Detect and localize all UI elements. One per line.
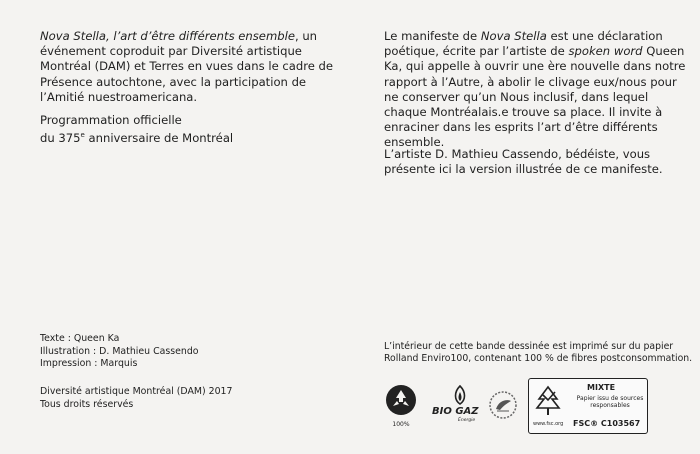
- credit-illustration: Illustration : D. Mathieu Cassendo: [40, 345, 199, 357]
- rights-block: [40, 386, 320, 411]
- ecology-seal-icon: [488, 390, 518, 420]
- rights-line2: Tous droits réservés: [40, 398, 134, 410]
- credit-impression: Impression : Marquis: [40, 358, 138, 370]
- manifeste-part3: Queen Ka, qui appelle à ouvrir une ère nouvelle dans notre rapport à l’Autre, à abolir le clivage eux/nous pour ne conserver qu’un Nous inclusif, dans lequel chaque Montréalais.e trouve sa place. Il invite à enraciner dans les esprits l’art d’être différents ensemble.: [384, 44, 686, 150]
- manifeste-part2: est une déclaration poétique, écrite par l’artiste de: [384, 29, 663, 59]
- manifeste-italic2: spoken word: [568, 44, 643, 59]
- event-title: Nova Stella, l’art d’être différents ensemble: [40, 29, 295, 43]
- intro-paragraph: [40, 29, 340, 105]
- certification-logos: [384, 378, 664, 438]
- biogaz-sub: Énergie: [458, 418, 476, 422]
- biogaz-label: BIO GAZ: [432, 406, 479, 417]
- fsc-label: [528, 378, 648, 434]
- fsc-mixte: MIXTE: [587, 383, 616, 392]
- rights-line1: Diversité artistique Montréal (DAM) 2017: [40, 386, 233, 397]
- recycle-label: 100%: [392, 421, 410, 428]
- credits-block: [40, 333, 320, 371]
- programmation-line2-post: anniversaire de Montréal: [84, 131, 234, 146]
- programmation-line2-pre: du 375: [40, 131, 81, 146]
- credit-texte: Texte : Queen Ka: [40, 333, 120, 344]
- fsc-papier: Papier issu de sources responsables: [576, 395, 644, 409]
- recycle-icon: [384, 384, 418, 428]
- biogaz-icon: [428, 384, 486, 422]
- programmation-line2: [40, 128, 340, 146]
- fsc-web: www.fsc.org: [533, 421, 564, 427]
- fsc-code: FSC® C103567: [573, 419, 641, 428]
- manifeste-paragraph: [384, 29, 694, 151]
- programmation-sup: e: [80, 131, 85, 140]
- fsc-tree-icon: [533, 385, 563, 417]
- paper-note: L’intérieur de cette bande dessinée est imprimé sur du papier Rolland Enviro100, contenant 100 % de fibres postconsommation.: [384, 341, 693, 365]
- artist-text: L’artiste D. Mathieu Cassendo, bédéiste, vous présente ici la version illustrée de ce manifeste.: [384, 147, 663, 177]
- manifeste-italic1: Nova Stella: [480, 29, 547, 43]
- artist-paragraph: [384, 147, 684, 177]
- programmation-line1: Programmation officielle: [40, 113, 182, 127]
- intro-text: , un événement coproduit par Diversité artistique Montréal (DAM) et Terres en vues dans le cadre de Présence autochtone, avec la participation de l’Amitié nuestroamericana.: [40, 29, 334, 104]
- manifeste-part1: Le manifeste de: [384, 29, 481, 43]
- programmation-block: [40, 113, 340, 146]
